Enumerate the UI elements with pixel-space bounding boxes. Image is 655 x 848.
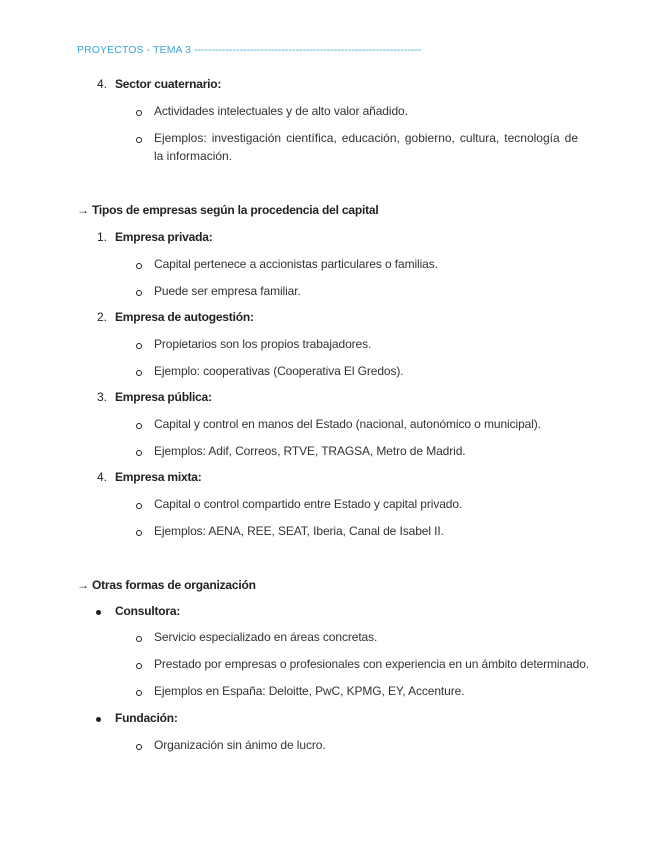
- group-number: 2.: [97, 310, 108, 324]
- circle-bullet-icon: [136, 450, 142, 456]
- list-item: Actividades intelectuales y de alto valor añadido.: [154, 104, 408, 118]
- circle-bullet-icon: [136, 263, 142, 269]
- group-number: 4.: [97, 470, 108, 484]
- circle-bullet-icon: [136, 290, 142, 296]
- list-item: Ejemplos: AENA, REE, SEAT, Iberia, Canal de Isabel II.: [154, 524, 444, 538]
- group-number: 3.: [97, 390, 108, 404]
- sector-number: 4.: [97, 77, 108, 91]
- list-item: Propietarios son los propios trabajadores.: [154, 337, 372, 351]
- sector-title: Sector cuaternario:: [115, 77, 222, 91]
- circle-bullet-icon: [136, 343, 142, 349]
- list-item: Ejemplos: investigación científica, educación, gobierno, cultura, tecnología de la información.: [154, 131, 578, 163]
- section-title-capital: [77, 203, 379, 217]
- arrow-right-icon: →: [77, 578, 89, 592]
- list-item: Servicio especializado en áreas concretas.: [154, 630, 378, 644]
- circle-bullet-icon: [136, 663, 142, 669]
- circle-bullet-icon: [136, 423, 142, 429]
- page-header: [77, 44, 577, 56]
- group-title: Consultora:: [115, 604, 181, 618]
- section-title-text: Otras formas de organización: [91, 578, 256, 592]
- list-item: Capital pertenece a accionistas particulares o familias.: [154, 257, 438, 271]
- list-item: Prestado por empresas o profesionales con experiencia en un ámbito determinado.: [154, 657, 590, 671]
- circle-bullet-icon: [136, 110, 142, 116]
- group-title: Fundación:: [115, 711, 178, 725]
- list-item: Ejemplos en España: Deloitte, PwC, KPMG, EY, Accenture.: [154, 684, 465, 698]
- group-title: Empresa privada:: [115, 230, 213, 244]
- list-item: Ejemplo: cooperativas (Cooperativa El Gredos).: [154, 364, 404, 378]
- list-item: Organización sin ánimo de lucro.: [154, 738, 326, 752]
- circle-bullet-icon: [136, 503, 142, 509]
- circle-bullet-icon: [136, 690, 142, 696]
- list-item: Capital o control compartido entre Estado y capital privado.: [154, 497, 463, 511]
- header-title: PROYECTOS - TEMA 3: [77, 44, 192, 56]
- group-title: Empresa mixta:: [115, 470, 202, 484]
- list-item: Puede ser empresa familiar.: [154, 284, 301, 298]
- circle-bullet-icon: [136, 137, 142, 143]
- list-item: Capital y control en manos del Estado (nacional, autonómico o municipal).: [154, 417, 541, 431]
- header-rule: -----------------------------------------------------------------: [194, 44, 422, 56]
- arrow-right-icon: →: [77, 203, 89, 217]
- group-number: 1.: [97, 230, 108, 244]
- group-title: Empresa de autogestión:: [115, 310, 254, 324]
- circle-bullet-icon: [136, 530, 142, 536]
- group-title: Empresa pública:: [115, 390, 212, 404]
- list-item: Ejemplos: Adif, Correos, RTVE, TRAGSA, Metro de Madrid.: [154, 444, 466, 458]
- circle-bullet-icon: [136, 744, 142, 750]
- section-title-otras: [77, 578, 256, 592]
- circle-bullet-icon: [136, 636, 142, 642]
- disc-bullet-icon: [96, 610, 101, 615]
- section-title-text: Tipos de empresas según la procedencia del capital: [91, 203, 379, 217]
- circle-bullet-icon: [136, 370, 142, 376]
- disc-bullet-icon: [96, 717, 101, 722]
